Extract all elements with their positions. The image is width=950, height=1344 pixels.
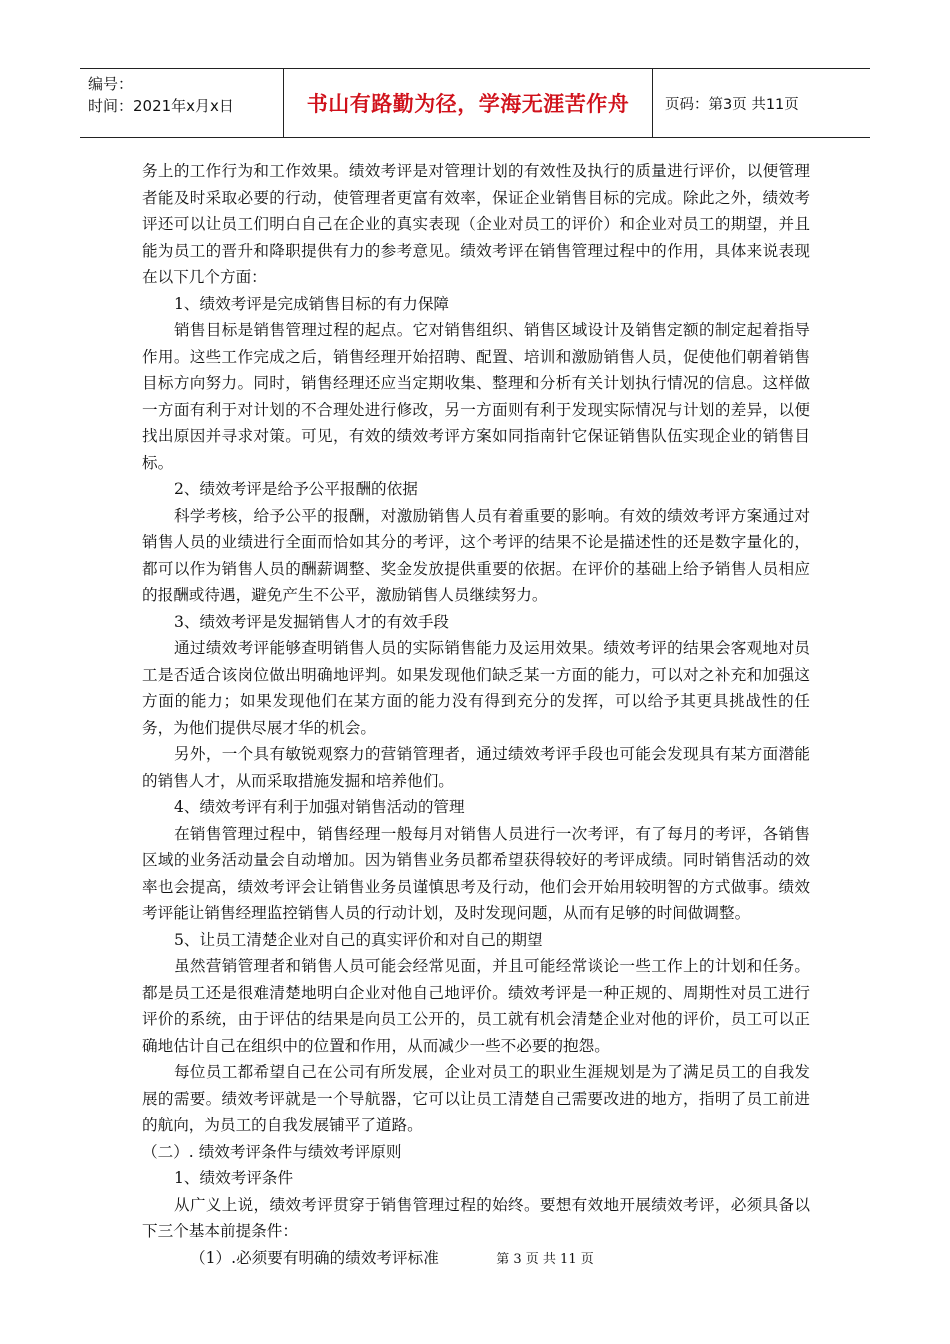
subsection-heading: （1）.必须要有明确的绩效考评标准 [190, 1248, 439, 1267]
document-body [142, 158, 810, 1271]
section-heading: 3、绩效考评是发掘销售人才的有效手段 [174, 612, 450, 631]
section-heading: 2、绩效考评是给予公平报酬的依据 [174, 480, 418, 498]
section-heading: 1、绩效考评条件 [174, 1169, 294, 1187]
paragraph: 每位员工都希望自己在公司有所发展，企业对员工的职业生涯规划是为了满足员工的自我发展的需要。绩效考评就是一个导航器，它可以让员工清楚自己需要改进的地方，指明了员工前进的航向，为员工的自我发展铺平了道路。 [142, 1063, 810, 1134]
section-heading: 4、绩效考评有利于加强对销售活动的管理 [174, 798, 465, 816]
paragraph: 在销售管理过程中，销售经理一般每月对销售人员进行一次考评，有了每月的考评，各销售区域的业务活动量会自动增加。因为销售业务员都希望获得较好的考评成绩。同时销售活动的效率也会提高，绩效考评会让销售业务员谨慎思考及行动，他们会开始用较明智的方式做事。绩效考评能让销售经理监控销售人员的行动计划，及时发现问题，从而有足够的时间做调整。 [142, 824, 810, 922]
document-number-label: 编号： [88, 75, 134, 93]
paragraph: 务上的工作行为和工作效果。绩效考评是对管理计划的有效性及执行的质量进行评价，以便管理者能及时采取必要的行动，使管理者更富有效率，保证企业销售目标的完成。除此之外，绩效考评还可以让员工们明白自己在企业的真实表现（企业对员工的评价）和企业对员工的期望，并且能为员工的晋升和降职提供有力的参考意见。绩效考评在销售管理过程中的作用，具体来说表现在以下几个方面： [142, 162, 810, 286]
header-meta [80, 69, 284, 137]
paragraph: 通过绩效考评能够查明销售人员的实际销售能力及运用效果。绩效考评的结果会客观地对员工是否适合该岗位做出明确地评判。如果发现他们缺乏某一方面的能力，可以对之补充和加强这方面的能力；如果发现他们在某方面的能力没有得到充分的发挥，可以给予其更具挑战性的任务，为他们提供尽展才华的机会。 [142, 639, 810, 737]
page-header [80, 68, 870, 138]
header-page-number: 页码：第3页 共11页 [665, 96, 799, 113]
paragraph: 科学考核，给予公平的报酬，对激励销售人员有着重要的影响。有效的绩效考评方案通过对销售人员的业绩进行全面而恰如其分的考评，这个考评的结果不论是描述性的还是数字量化的，都可以作为销售人员的酬薪调整、奖金发放提供重要的依据。在评价的基础上给予销售人员相应的报酬或待遇，避免产生不公平，激励销售人员继续努力。 [142, 506, 810, 604]
header-motto: 书山有路勤为径，学海无涯苦作舟 [284, 69, 653, 137]
paragraph: 另外，一个具有敏锐观察力的营销管理者，通过绩效考评手段也可能会发现具有某方面潜能的销售人才，从而采取措施发掘和培养他们。 [142, 745, 810, 790]
section-heading: 1、绩效考评是完成销售目标的有力保障 [174, 294, 450, 313]
document-date-label: 时间：2021年x月x日 [88, 97, 234, 115]
section-heading: 5、让员工清楚企业对自己的真实评价和对自己的期望 [174, 930, 543, 949]
paragraph: 虽然营销管理者和销售人员可能会经常见面，并且可能经常谈论一些工作上的计划和任务。都是员工还是很难清楚地明白企业对他自己地评价。绩效考评是一种正规的、周期性对员工进行评价的系统，由于评估的结果是向员工公开的，员工就有机会清楚企业对他的评价，员工可以正确地估计自己在组织中的位置和作用，从而减少一些不必要的抱怨。 [142, 957, 810, 1055]
paragraph: 销售目标是销售管理过程的起点。它对销售组织、销售区域设计及销售定额的制定起着指导作用。这些工作完成之后，销售经理开始招聘、配置、培训和激励销售人员，促使他们朝着销售目标方向努力。同时，销售经理还应当定期收集、整理和分析有关计划执行情况的信息。这样做一方面有利于对计划的不合理处进行修改，另一方面则有利于发现实际情况与计划的差异，以便找出原因并寻求对策。可见，有效的绩效考评方案如同指南针它保证销售队伍实现企业的销售目标。 [142, 321, 810, 472]
chapter-heading: （二）. 绩效考评条件与绩效考评原则 [142, 1142, 402, 1161]
paragraph: 从广义上说，绩效考评贯穿于销售管理过程的始终。要想有效地开展绩效考评，必须具备以下三个基本前提条件： [142, 1195, 810, 1240]
page-footer: 第 3 页 共 11 页 [496, 1252, 594, 1267]
